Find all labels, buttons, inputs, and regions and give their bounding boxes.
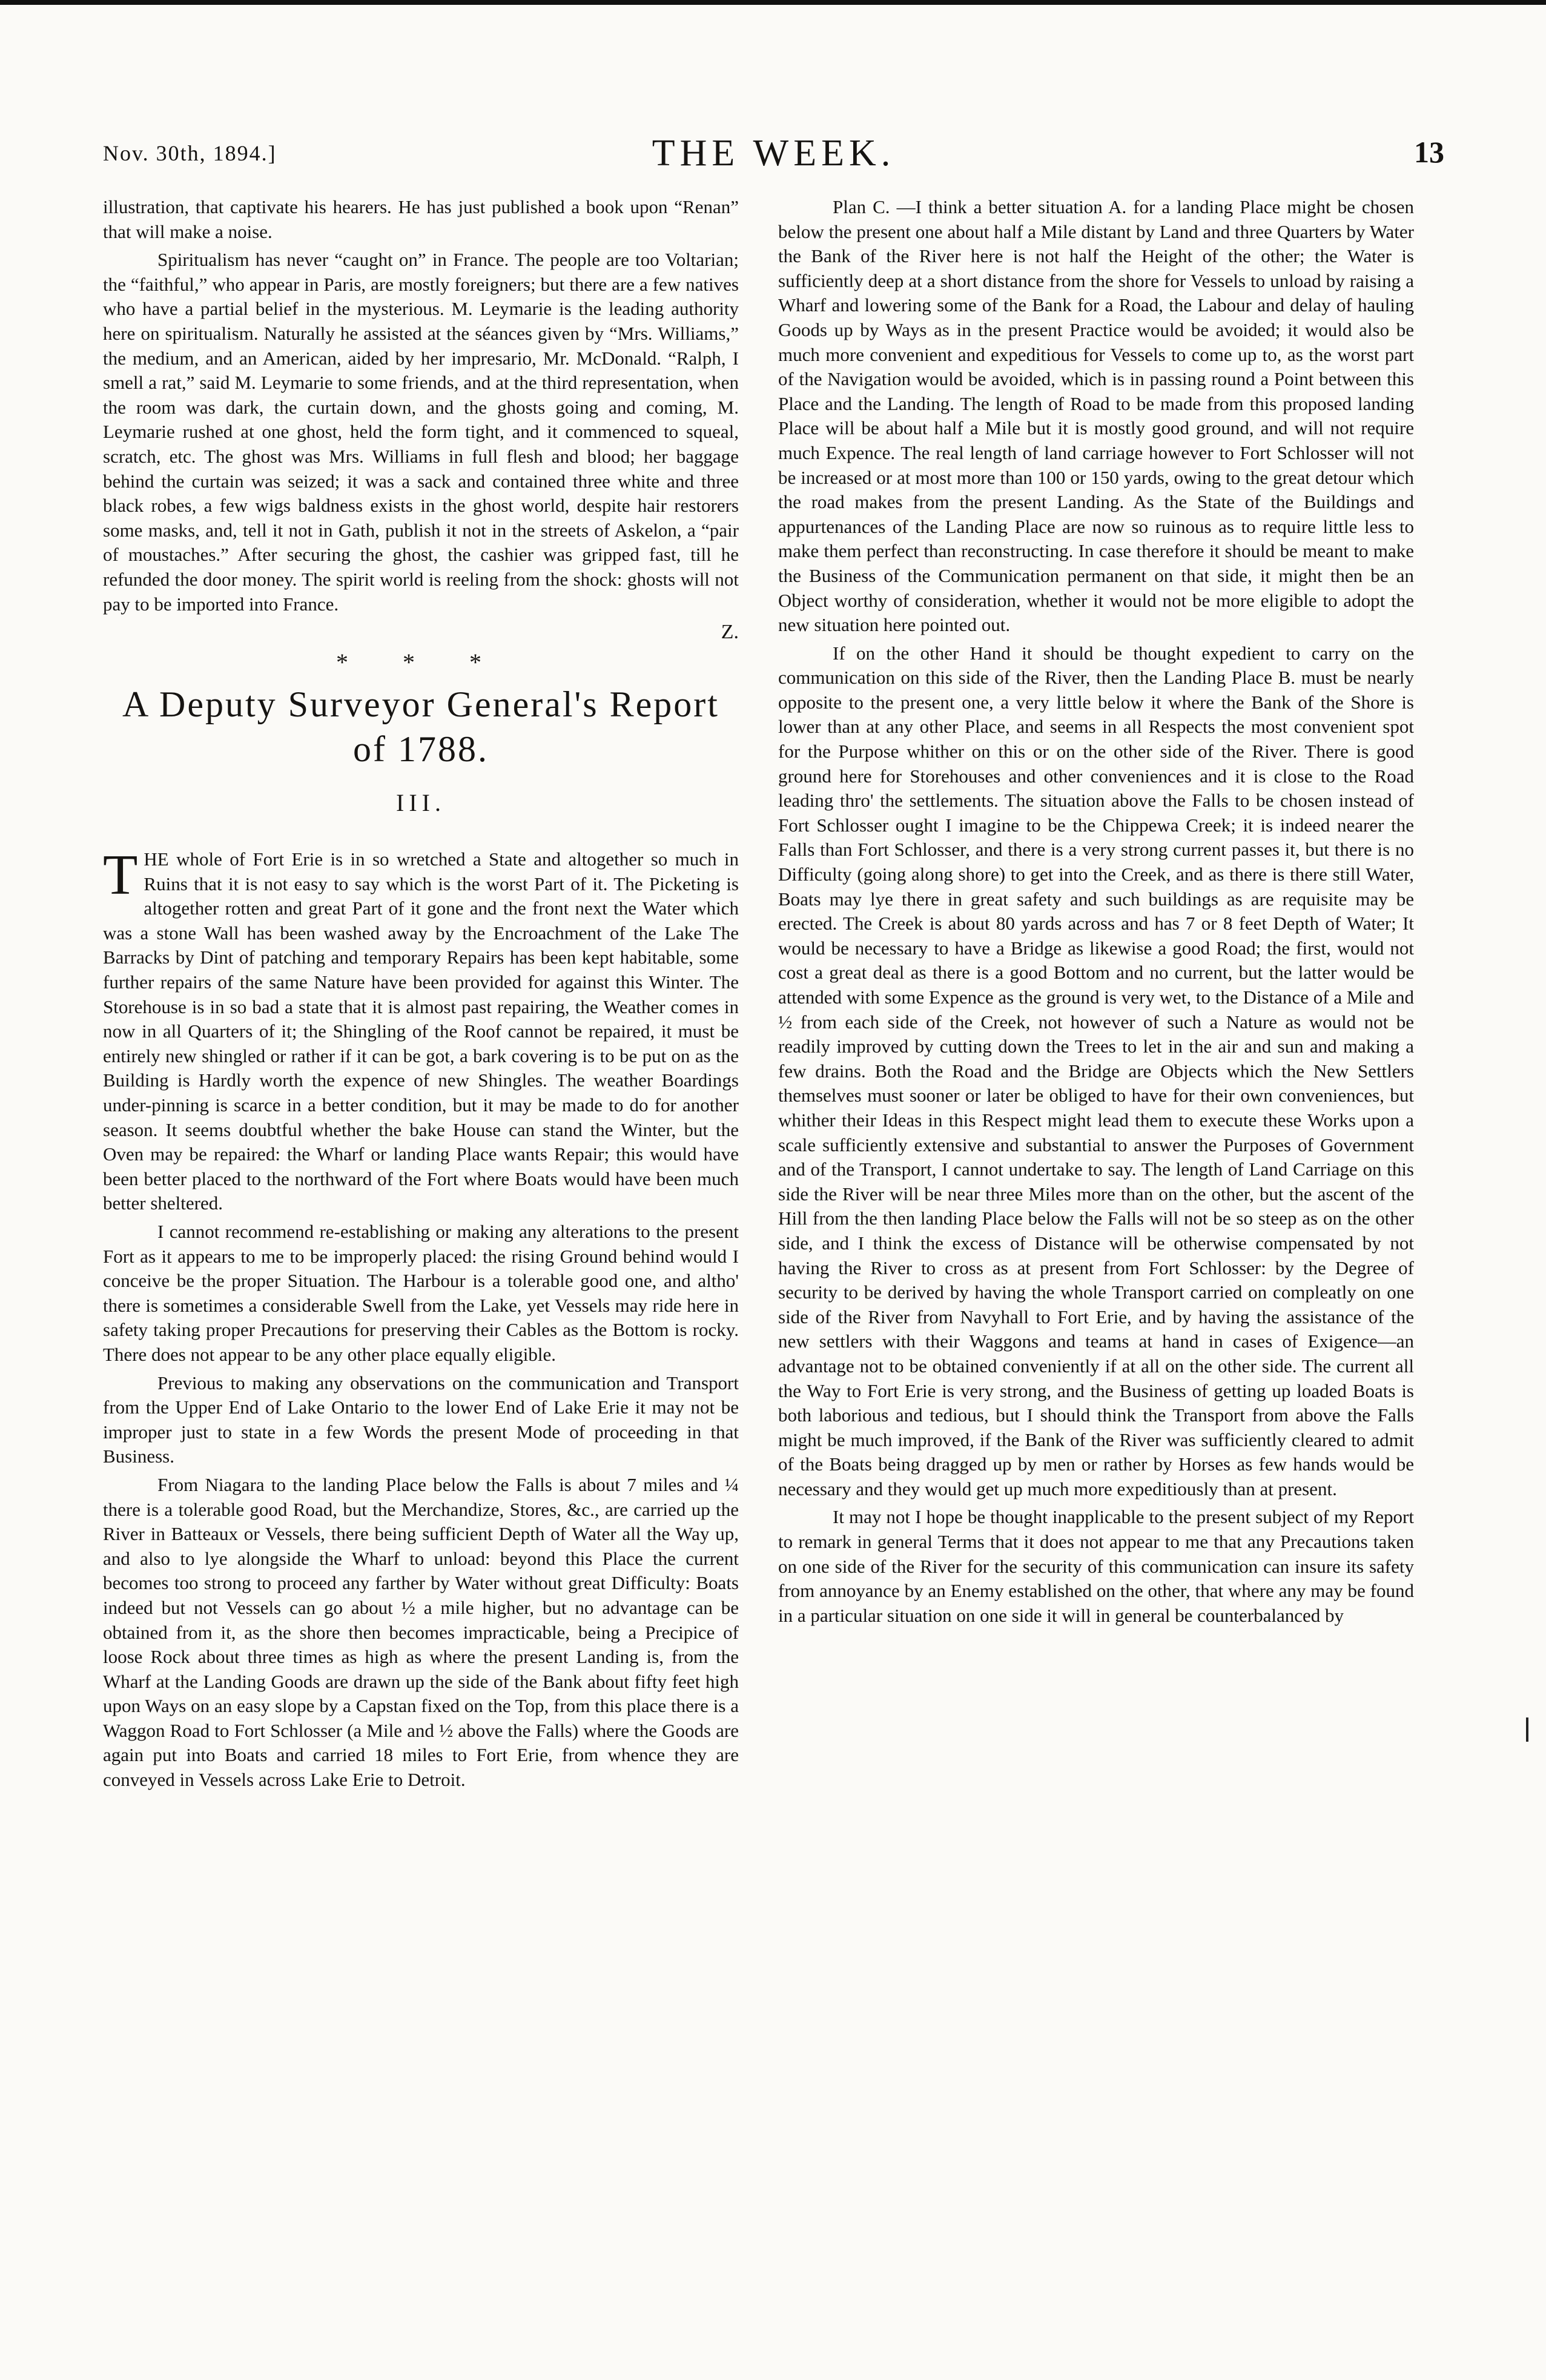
paragraph-re-establishing: I cannot recommend re-establishing or making any alterations to the present Fort as it appears to me to be improperly placed: the rising Ground behind would I conceive be the proper Situation. The Harbour is a tolerable good one, and altho' there is sometimes a considerable Swell from the Lake, yet Vessels may ride here in safety taking proper Precautions for preserving their Cables as the Bottom is rocky. There does not appear to be any other place equally eligible.: [103, 1221, 739, 1365]
margin-mark: [1526, 1717, 1528, 1742]
paragraph-previous: Previous to making any observations on the communication and Transport from the Upper End of Lake Ontario to the lower End of Lake Erie it may not be improper just to state in a few Words the present Mode of proceeding in that Business.: [103, 1372, 739, 1467]
paragraph-fort-erie: [103, 844, 739, 1216]
paragraph-plan-c: Plan C. —I think a better situation A. for a landing Place might be chosen below the present one about half a Mile distant by Land and three Quarters by Water the Bank of the River here is not half the Height of the other; the Water is sufficiently deep at a short distance from the shore for Vessels to unload by raising a Wharf and lowering some of the Bank for a Road, the Labour and delay of hauling Goods up by Ways as in the present Practice would be avoided; it would also be much more convenient and expeditious for Vessels to come up to, as the worst part of the Navigation would be avoided, which is in passing round a Point between this Place and the Landing. The length of Road to be made from this proposed landing Place will be about half a Mile but it is mostly good ground, and will not require much Expence. The real length of land carriage however to Fort Schlosser will not be increased or at most more than 100 or 150 yards, owing to the great detour which the road makes from the present Landing. As the State of the Buildings and appurtenances of the Landing Place are now so ruinous as to require little less to make them perfect than reconstructing. In case therefore it should be meant to make the Business of the Communication permanent on that side, it might then be an Object worthy of consideration, whether it would not be more eligible to adopt the new situation here pointed out.: [778, 196, 1414, 636]
author-signature: Z.: [721, 621, 739, 644]
paragraph-niagara: From Niagara to the landing Place below the Falls is about 7 miles and ¼ there is a tolerable good Road, but the Merchandize, Stores, &c., are carried up the River in Batteaux or Vessels, there being sufficient Depth of Water all the Way up, and also to lye alongside the Wharf to unload: beyond this Place the current becomes too strong to proceed any farther by Water without great Difficulty: Boats indeed but not Vessels can go about ½ a mile higher, but no advantage can be obtained from it, as the shore then becomes impracticable, being a Precipice of loose Rock about three times as high as where the present Landing is, from the Wharf at the Landing Goods are drawn up the side of the Bank about fifty feet high upon Ways on an easy slope by a Capstan fixed on the Top, from this place there is a Waggon Road to Fort Schlosser (a Mile and ½ above the Falls) where the Goods are again put into Boats and carried 18 miles to Fort Erie, from whence they are conveyed in Vessels across Lake Erie to Detroit.: [103, 1473, 739, 1791]
signature-line: [103, 620, 739, 644]
drop-cap: T: [103, 844, 138, 907]
left-column: [103, 195, 739, 2266]
scan-edge-mark: [0, 0, 1546, 5]
page-number: 13: [1414, 135, 1444, 169]
publication-title: THE WEEK.: [652, 133, 896, 174]
paragraph-opening: illustration, that captivate his hearers. He has just published a book upon “Renan” that will make a noise.: [103, 196, 739, 242]
paragraph-spiritualism: Spiritualism has never “caught on” in France. The people are too Voltarian; the “faithful,” who appear in Paris, are mostly foreigners; but there are a few natives who have a partial belief in the mysterious. M. Leymarie is the leading authority here on spiritualism. Naturally he assisted at the séances given by “Mrs. Williams,” the medium, and an American, aided by her impresario, Mr. McDonald. “Ralph, I smell a rat,” said M. Leymarie to some friends, and at the third representation, when the room was dark, the curtain down, and the ghosts going and coming, M. Leymarie rushed at one ghost, held the form tight, and it commenced to squeal, scratch, etc. The ghost was Mrs. Williams in full flesh and blood; her baggage behind the curtain was seized; it was a sack and contained three white and three black robes, a few wigs baldness exists in the ghost world, despite hair restorers some masks, and, tell it not in Gath, publish it not in the streets of Askelon, a “pair of moustaches.” After securing the ghost, the cashier was gripped fast, till he refunded the door money. The spirit world is reeling from the shock: ghosts will not pay to be imported into France.: [103, 249, 739, 615]
article-title: A Deputy Surveyor General's Report of 1788.: [122, 684, 719, 770]
right-column: [778, 195, 1414, 2266]
paragraph-other-hand: If on the other Hand it should be thought expedient to carry on the communication on this side of the River, then the Landing Place B. must be nearly opposite to the present one, a very little below it where the Bank of the Shore is lower than at any other Place, and seems in all Respects the most convenient spot for the Purpose whither on this or on the other side of the River. There is good ground here for Storehouses and other conveniences and it is close to the Road leading thro' the settlements. The situation above the Falls to be chosen instead of Fort Schlosser ought I imagine to be the Chippewa Creek; it is indeed nearer the Falls than Fort Schlosser, and there is a very strong current passes it, but there is no Difficulty (going along shore) to get into the Creek, and as there is there still Water, Boats may lye there in great safety and such buildings as are requisite may be erected. The Creek is about 80 yards across and has 7 or 8 feet Depth of Water; It would be necessary to have a Bridge as likewise a good Road; the first, would not cost a great deal as there is a good Bottom and no current, but the latter would be attended with some Expence as the ground is very wet, to the Distance of a Mile and ½ from each side of the Creek, not however of such a Nature as would not be readily improved by cutting down the Trees to let in the air and sun and making a few drains. Both the Road and the Bridge are Objects which the New Settlers themselves must sooner or later be obliged to have for their own conveniences, but whither their Ideas in this Respect might lead them to execute these Works upon a scale sufficiently extensive and substantial to answer the Purposes of Government and of the Transport, I cannot undertake to say. The length of Land Carriage on this side the River will be near three Miles more than on the other, but the ascent of the Hill from the then landing Place below the Falls will not be so steep as on the other side, and I think the excess of Distance will be otherwise compensated by not having the River to cross as at present from Fort Schlosser: by the Degree of security to be derived by having the whole Transport carried on compleatly on one side of the River from Navyhall to Fort Erie, and by having the assistance of the new settlers with their Waggons and teams at hand in cases of Exigence—an advantage not to be obtained conveniently if at all on the other side. The current all the Way to Fort Erie is very strong, and the Business of getting up loaded Boats is both laborious and tedious, but I should think the Transport from above the Falls might be much improved, if the Bank of the River was sufficiently cleared to admit of the Boats being dragged up by men or rather by Horses as few hands would be necessary and they would get up much more expeditiously than at present.: [778, 642, 1414, 1499]
paragraph-closing: It may not I hope be thought inapplicable to the present subject of my Report to remark in general Terms that it does not appear to me that any Precautions taken on one side of the River for the security of this communication can insure its safety from annoyance by an Enemy established on the other, that where any may be found in a particular situation on one side it will in general be counterbalanced by: [778, 1506, 1414, 1626]
article-part: III.: [396, 789, 446, 817]
issue-date: Nov. 30th, 1894.]: [103, 141, 277, 165]
running-head: [103, 132, 1444, 180]
paragraph-fort-erie-text: HE whole of Fort Erie is in so wretched a State and altogether so much in Ruins that it is not easy to say which is the worst Part of it. The Picketing is altogether rotten and great Part of it gone and the front next the Water which was a stone Wall has been washed away by the Encroachment of the Lake The Barracks by Dint of patching and temporary Repairs has been kept habitable, some further repairs of the same Nature have been provided for against this Winter. The Storehouse is in so bad a state that it is almost past repairing, the Weather comes in now in all Quarters of it; the Shingling of the Roof cannot be repaired, it must be entirely new shingled or rather if it can be got, a bark covering is to be put on as the Building is Hardly worth the expence of new Shingles. The weather Boardings under-pinning is scarce in a better condition, but it may be made to do for another season. It seems doubtful whether the bake House can stand the Winter, but the Oven may be repaired: the Wharf or landing Place wants Repair; this would have been better placed to the northward of the Fort where Boats would have been much better sheltered.: [103, 848, 739, 1214]
section-separator: * * *: [336, 649, 506, 676]
